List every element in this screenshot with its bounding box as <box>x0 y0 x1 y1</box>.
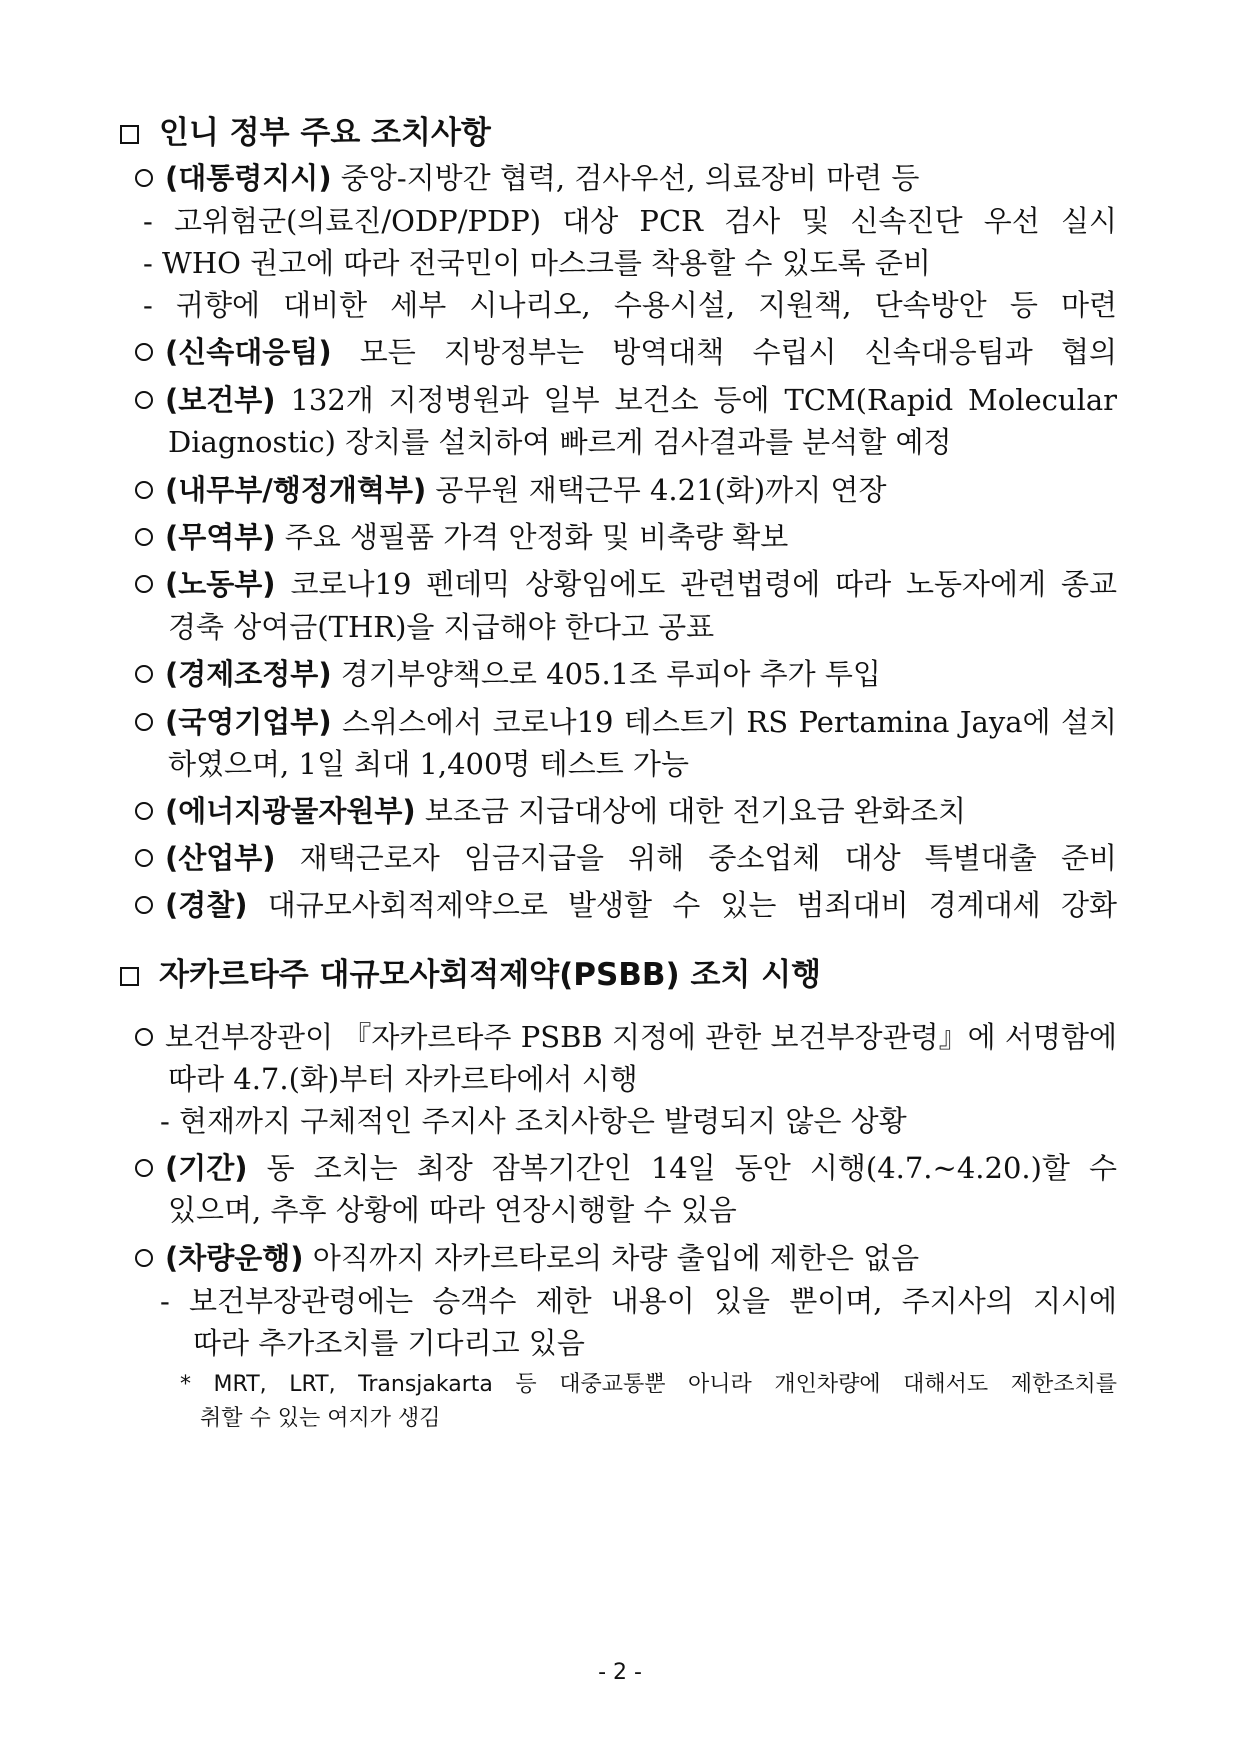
dash-item: - 고위험군(의료진/ODP/PDP) 대상 PCR 검사 및 신속진단 우선 실시 <box>143 204 1117 238</box>
bullet-item: (차량운행) 아직까지 자카르타로의 차량 출입에 제한은 없음 <box>135 1238 1117 1278</box>
footnote-continuation: 취할 수 있는 여지가 생김 <box>200 1406 441 1431</box>
circle-bullet-icon <box>135 896 153 914</box>
footnote: * MRT, LRT, Transjakarta 등 대중교통뿐 아니라 개인차량에 대해서도 제한조치를 <box>180 1372 1117 1397</box>
dash-item: - WHO 권고에 따라 전국민이 마스크를 착용할 수 있도록 준비 <box>143 246 931 280</box>
circle-bullet-icon <box>135 169 153 187</box>
circle-bullet-icon <box>135 1028 153 1046</box>
bullet-item: (에너지광물자원부) 보조금 지급대상에 대한 전기요금 완화조치 <box>135 791 1117 831</box>
dash-item-continuation: 따라 추가조치를 기다리고 있음 <box>193 1326 585 1360</box>
circle-bullet-icon <box>135 713 153 731</box>
bullet-item: (국영기업부) 스위스에서 코로나19 테스트기 RS Pertamina Jaya에 설치 <box>135 702 1117 742</box>
circle-bullet-icon <box>135 528 153 546</box>
circle-bullet-icon <box>135 1249 153 1267</box>
section-heading: 인니 정부 주요 조치사항 <box>120 113 1130 153</box>
dash-item: - 현재까지 구체적인 주지사 조치사항은 발령되지 않은 상황 <box>160 1104 907 1138</box>
circle-bullet-icon <box>135 1159 153 1177</box>
square-bullet-icon <box>120 967 139 986</box>
circle-bullet-icon <box>135 343 153 361</box>
circle-bullet-icon <box>135 665 153 683</box>
square-bullet-icon <box>120 125 139 144</box>
section-heading: 자카르타주 대규모사회적제약(PSBB) 조치 시행 <box>120 955 1130 995</box>
circle-bullet-icon <box>135 849 153 867</box>
dash-item: - 귀향에 대비한 세부 시나리오, 수용시설, 지원책, 단속방안 등 마련 <box>143 288 1117 322</box>
bullet-item: (경찰) 대규모사회적제약으로 발생할 수 있는 범죄대비 경계대세 강화 <box>135 885 1117 925</box>
bullet-item: (내무부/행정개혁부) 공무원 재택근무 4.21(화)까지 연장 <box>135 470 1117 510</box>
bullet-item-continuation: 경축 상여금(THR)을 지급해야 한다고 공표 <box>168 610 715 644</box>
bullet-item: 보건부장관이 『자카르타주 PSBB 지정에 관한 보건부장관령』에 서명함에 <box>135 1017 1117 1057</box>
bullet-item: (신속대응팀) 모든 지방정부는 방역대책 수립시 신속대응팀과 협의 <box>135 332 1117 372</box>
bullet-item: (산업부) 재택근로자 임금지급을 위해 중소업체 대상 특별대출 준비 <box>135 838 1117 878</box>
dash-item: - 보건부장관령에는 승객수 제한 내용이 있을 뿐이며, 주지사의 지시에 <box>160 1284 1117 1318</box>
bullet-item: (노동부) 코로나19 펜데믹 상황임에도 관련법령에 따라 노동자에게 종교 <box>135 564 1117 604</box>
bullet-item: (대통령지시) 중앙-지방간 협력, 검사우선, 의료장비 마련 등 <box>135 158 1117 198</box>
circle-bullet-icon <box>135 391 153 409</box>
bullet-item-continuation: 따라 4.7.(화)부터 자카르타에서 시행 <box>168 1062 638 1096</box>
bullet-item: (무역부) 주요 생필품 가격 안정화 및 비축량 확보 <box>135 517 1117 557</box>
bullet-item: (경제조정부) 경기부양책으로 405.1조 루피아 추가 투입 <box>135 654 1117 694</box>
circle-bullet-icon <box>135 802 153 820</box>
bullet-item: (보건부) 132개 지정병원과 일부 보건소 등에 TCM(Rapid Molecular <box>135 380 1117 420</box>
bullet-item-continuation: Diagnostic) 장치를 설치하여 빠르게 검사결과를 분석할 예정 <box>168 425 952 459</box>
circle-bullet-icon <box>135 481 153 499</box>
circle-bullet-icon <box>135 575 153 593</box>
bullet-item-continuation: 하였으며, 1일 최대 1,400명 테스트 가능 <box>168 747 689 781</box>
bullet-item-continuation: 있으며, 추후 상황에 따라 연장시행할 수 있음 <box>168 1193 737 1227</box>
page-number: - 2 - <box>598 1660 642 1685</box>
bullet-item: (기간) 동 조치는 최장 잠복기간인 14일 동안 시행(4.7.~4.20.)할 수 <box>135 1148 1117 1188</box>
